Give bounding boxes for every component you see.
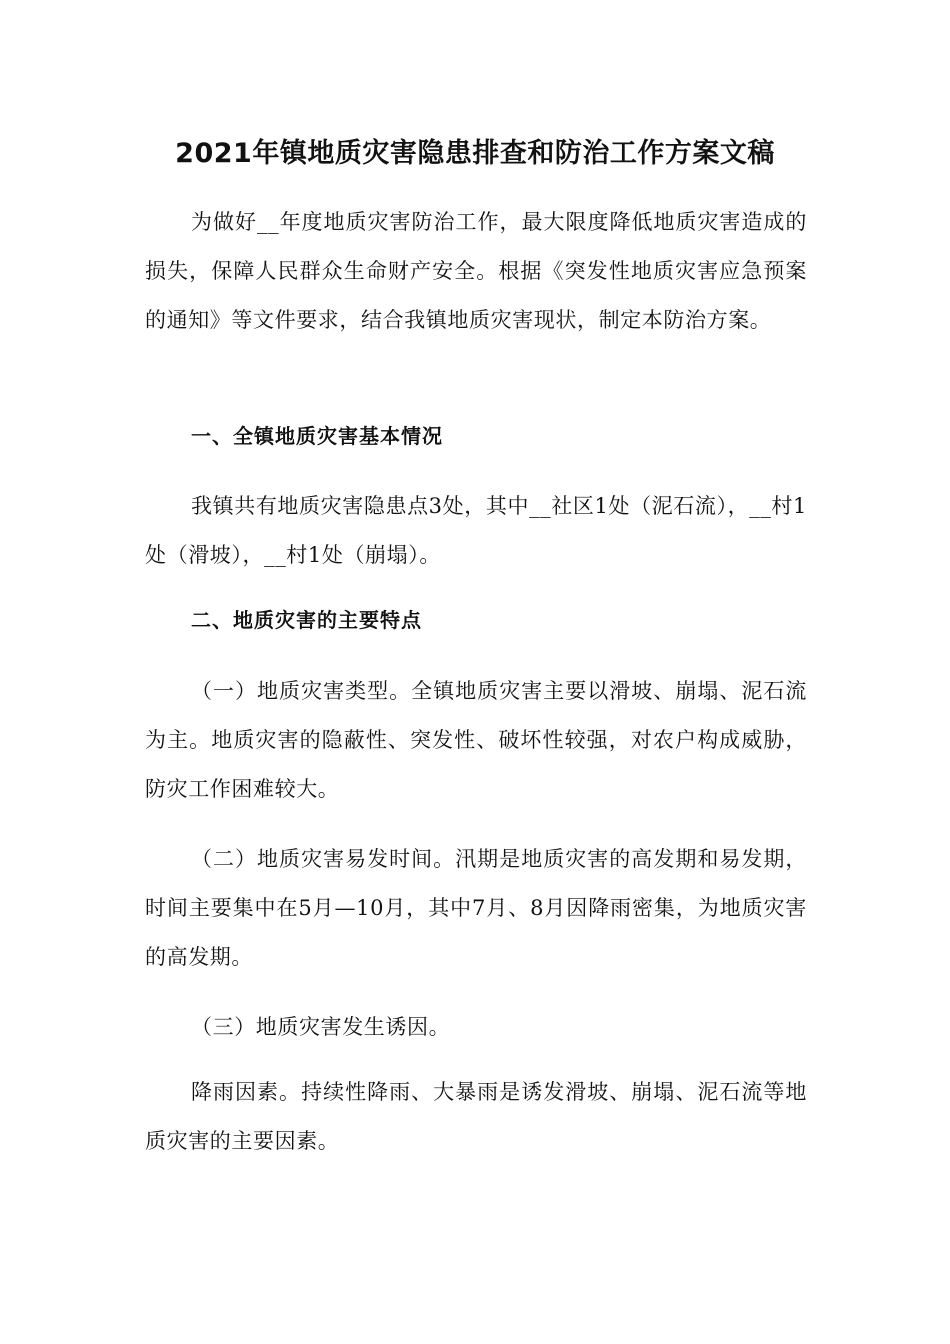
rainfall-factor-paragraph: 降雨因素。持续性降雨、大暴雨是诱发滑坡、崩塌、泥石流等地质灾害的主要因素。 xyxy=(145,1080,807,1153)
document-title: 2021年镇地质灾害隐患排查和防治工作方案文稿 xyxy=(175,138,775,169)
section-heading-main-features: 二、地质灾害的主要特点 xyxy=(191,608,422,632)
hazard-type-paragraph: （一）地质灾害类型。全镇地质灾害主要以滑坡、崩塌、泥石流为主。地质灾害的隐蔽性、突发性、破坏性较强，对农户构成威胁，防灾工作困难较大。 xyxy=(145,679,807,801)
hazard-time-paragraph: （二）地质灾害易发时间。汛期是地质灾害的高发期和易发期，时间主要集中在5月—10月，其中7月、8月因降雨密集，为地质灾害的高发期。 xyxy=(145,847,807,969)
hazard-points-paragraph: 我镇共有地质灾害隐患点3处，其中__社区1处（泥石流），__村1处（滑坡），__村1处（崩塌）。 xyxy=(145,494,807,567)
section-heading-basic-situation: 一、全镇地质灾害基本情况 xyxy=(191,424,443,448)
intro-paragraph: 为做好__年度地质灾害防治工作，最大限度降低地质灾害造成的损失，保障人民群众生命财产安全。根据《突发性地质灾害应急预案的通知》等文件要求，结合我镇地质灾害现状，制定本防治方案。 xyxy=(145,210,807,332)
hazard-cause-paragraph: （三）地质灾害发生诱因。 xyxy=(191,1015,451,1039)
